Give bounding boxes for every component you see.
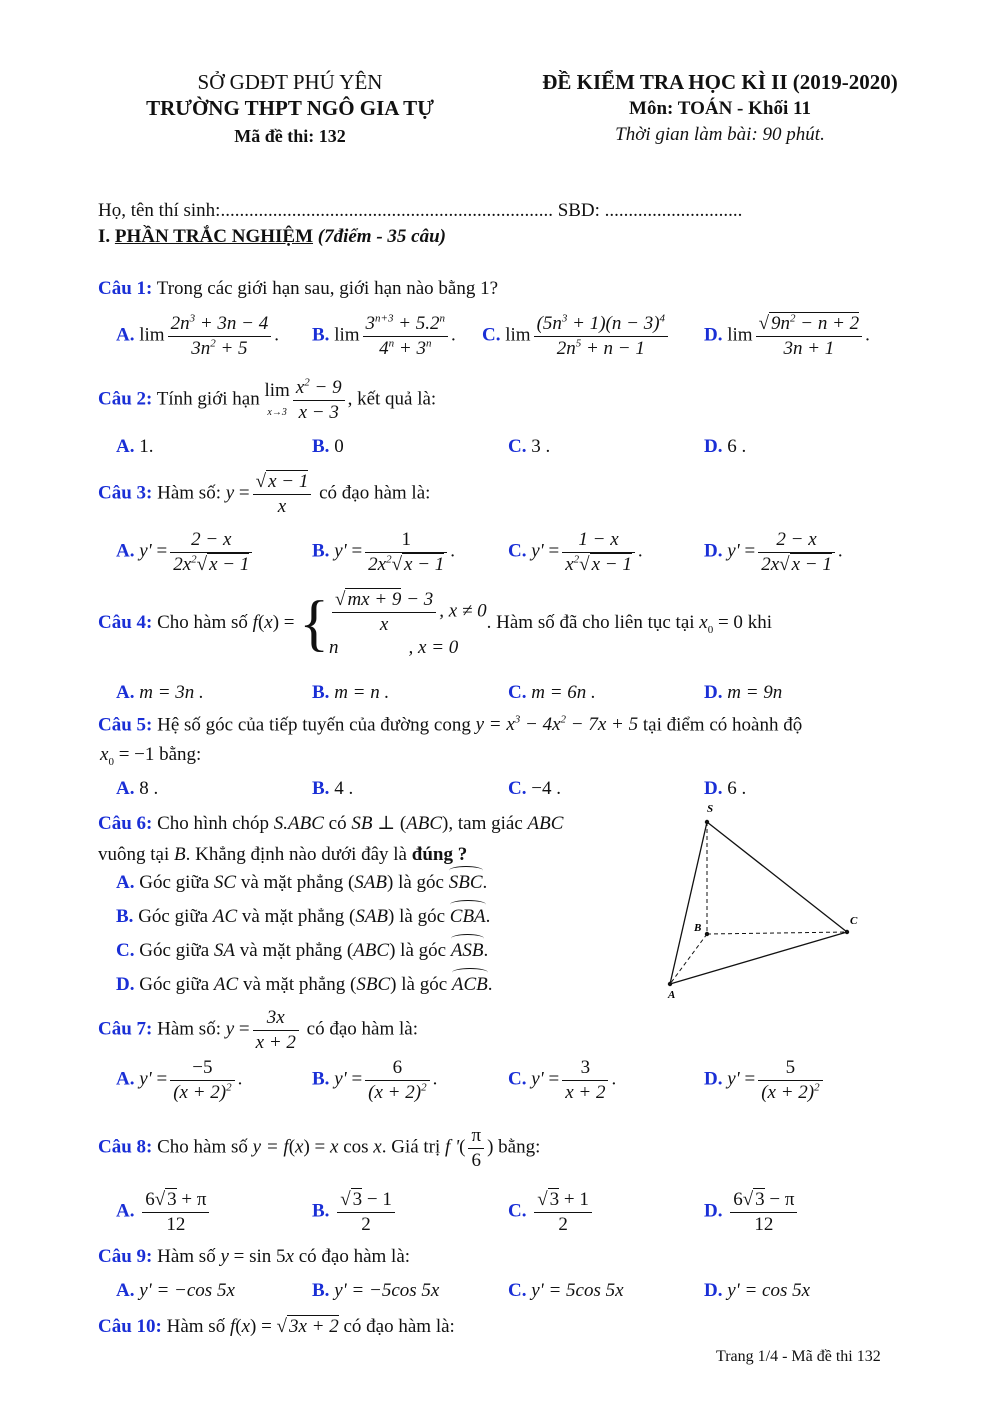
q5-option-d: D. 6 . [704,778,747,799]
question-4: Câu 4: Cho hàm số f(x) = { $\frac{√ mx + 9 - 3}{x}$ , x ≠ 0 n , x = 0. Hàm số đã cho liên tục tại $x_0 = 0$ khi [98,589,772,658]
vertex-c [845,930,849,934]
q5-option-b: B. 4 . [312,778,354,799]
edge-sc [707,822,847,932]
question-2: Câu 2: Tính giới hạn lim x→3 $\frac{x^2 - 9}{x - 3}$ , kết quả là: [98,376,437,423]
label-c: C [850,915,858,927]
time-limit: Thời gian làm bài: 90 phút. [615,124,825,145]
q5-option-a: A. 8 . [116,778,159,799]
q6-option-b: B. Góc giữa AC và mặt phẳng (SAB) là góc CBA. [116,906,491,927]
question-7: Câu 7: Hàm số: y = $\frac{3x}{x + 2}$ có đạo hàm là: [98,1007,418,1053]
pyramid-figure [650,796,870,1016]
q4-option-d: D. m = 9n [704,682,783,703]
q3-option-d: D. y' = $\frac{2 - x}{2x√ x - 1}$ . [704,529,843,575]
question-9: Câu 9: Hàm số y = sin 5x có đạo hàm là: [98,1246,411,1267]
q8-option-a: A. $\frac{6√ 3 + \pi}{12}$ [116,1188,212,1237]
subject-grade: Môn: TOÁN - Khối 11 [629,98,811,119]
student-info-line: Họ, tên thí sinh:...................................................................... SBD: ............................. [98,200,743,221]
q2-option-c: C. 3 . [508,436,551,457]
q2-option-a: A. 1. [116,436,154,457]
q7-option-d: D. y' = $\frac{5}{(x + 2)^2}$ [704,1056,826,1105]
question-3: Câu 3: Hàm số: y = $\frac{√ x - 1}{x}$ có đạo hàm là: [98,471,431,517]
school-name: TRƯỜNG THPT NGÔ GIA TỰ [146,96,434,120]
exam-title: ĐỀ KIỂM TRA HỌC KÌ II (2019-2020) [542,70,898,94]
label-s: S [707,803,714,815]
q9-option-b: B. y' = −5cos 5x [312,1280,440,1301]
page-footer: Trang 1/4 - Mã đề thi 132 [716,1348,881,1365]
question-10: Câu 10: Hàm số f(x) = √ 3x + 2 có đạo hàm là: [98,1316,455,1337]
question-8: Câu 8: Cho hàm số y = f(x) = x cos x. Giá trị f '( $\frac{\pi}{6}$ ) bằng: [98,1125,541,1171]
vertex-b [705,932,709,936]
q3-option-a: A. y' = $\frac{2 - x}{2x^2√ x - 1}$ [116,528,255,577]
label-a: A [668,989,676,1001]
q1-option-a: A. lim $\frac{2n^3 + 3n - 4}{3n^2 + 5}$ . [116,312,279,359]
department: SỞ GDĐT PHÚ YÊN [197,70,383,94]
edge-bc [707,932,847,934]
q4-option-c: C. m = 6n . [508,682,596,703]
q8-option-d: D. $\frac{6√ 3 - \pi}{12}$ [704,1188,800,1237]
question-5: Câu 5: Hệ số góc của tiếp tuyến của đường cong $y = x^3 - 4x^2 - 7x + 5$ tại điểm có hoành độ [98,714,803,736]
q9-option-c: C. y' = 5cos 5x [508,1280,624,1301]
q1-option-b: B. lim $\frac{3^{n+3} + 5.2^n}{4^n + 3^n}$ . [312,312,456,359]
q4-option-a: A. m = 3n . [116,682,204,703]
q4-option-b: B. m = n . [312,682,390,703]
vertex-s [705,820,709,824]
section-heading: I. PHẦN TRẮC NGHIỆM (7điểm - 35 câu) [98,226,446,247]
q6-option-c: C. Góc giữa SA và mặt phẳng (ABC) là góc ASB. [116,940,489,961]
q2-option-d: D. 6 . [704,436,747,457]
q7-option-b: B. y' = $\frac{6}{(x + 2)^2}$ . [312,1057,438,1103]
q2-option-b: B. 0 [312,436,344,457]
q3-option-c: C. y' = $\frac{1 - x}{x^2√ x - 1}$ . [508,529,643,575]
exam-code: Mã đề thi: 132 [234,126,346,146]
question-1: Câu 1: Trong các giới hạn sau, giới hạn nào bằng 1? [98,278,499,299]
q6-option-d: D. Góc giữa AC và mặt phẳng (SBC) là góc ACB. [116,974,493,995]
q1-option-c: C. lim $\frac{(5n^3 + 1)(n - 3)^4}{2n^5 + n - 1}$ [482,312,671,361]
q8-option-c: C. $\frac{√ 3 + 1}{2}$ [508,1188,595,1237]
q6-option-a: A. Góc giữa SC và mặt phẳng (SAB) là góc SBC. [116,872,488,893]
q9-option-a: A. y' = −cos 5x [116,1280,235,1301]
q7-option-a: A. y' = $\frac{-5}{(x + 2)^2}$ . [116,1057,243,1103]
edge-ac [670,932,847,984]
q1-option-d: D. lim $\frac{√ 9n^2 - n + 2}{3n + 1}$ . [704,312,870,359]
q7-option-c: C. y' = $\frac{3}{x + 2}$ . [508,1057,617,1103]
q8-option-b: B. $\frac{√ 3 - 1}{2}$ [312,1188,398,1237]
vertex-a [668,982,672,986]
q9-option-d: D. y' = cos 5x [704,1280,811,1301]
question-6-cont: vuông tại B. Khẳng định nào dưới đây là đúng ? [98,844,468,865]
label-b: B [694,922,702,934]
q5-option-c: C. −4 . [508,778,561,799]
question-5-cont: $x_0 = -1$ bằng: [100,744,202,768]
question-6: Câu 6: Cho hình chóp S.ABC có SB ⊥ (ABC), tam giác ABC [98,813,564,834]
q3-option-b: B. y' = $\frac{1}{2x^2√ x - 1}$ . [312,529,456,575]
